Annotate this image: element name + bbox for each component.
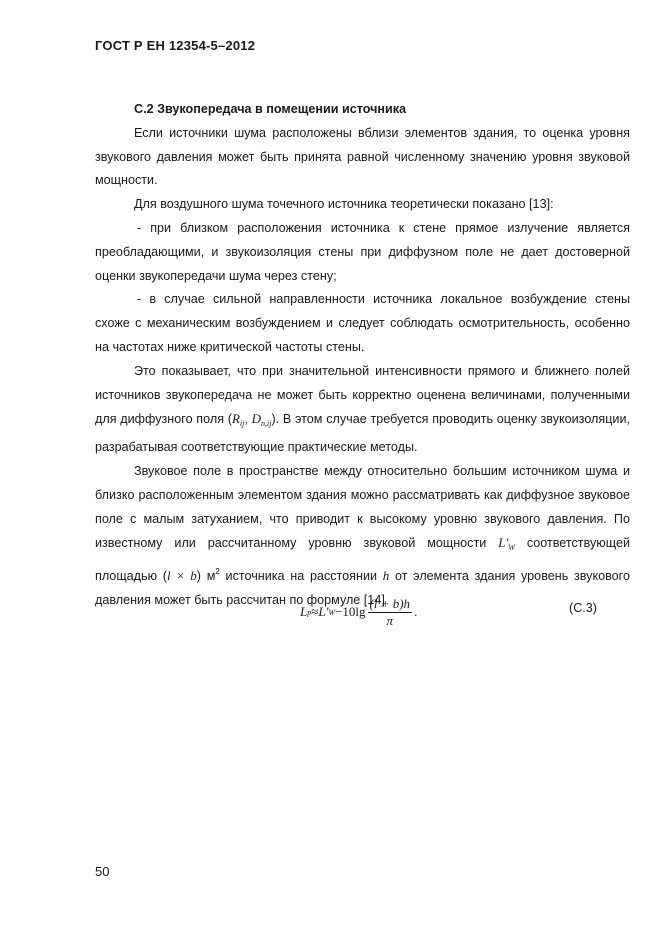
symbol-separator: ,: [244, 412, 252, 427]
formula-c3: [300, 590, 417, 634]
formula-end: .: [414, 604, 418, 619]
page-number: 50: [95, 864, 110, 879]
paragraph-4-text-e: от элемента здания уровень звукового давления может быть рассчитан по формуле [14]: [95, 569, 630, 607]
paragraph-3-text-b: ). В этом случае требуется проводить оценку звукоизоляции, разрабатывая соответствующие практические методы.: [95, 412, 630, 455]
standard-code-header: ГОСТ Р ЕН 12354-5–2012: [95, 38, 256, 53]
symbol-d: D: [251, 411, 261, 427]
formula-row: [95, 590, 630, 634]
symbol-d-subscript: n,ij: [261, 419, 272, 429]
bullet-2: - в случае сильной направленности источника локальное возбуждение стены схоже с механическим возбуждением и следует соблюдать осмотрительность, особенно на частотах ниже критической частоты стены.: [95, 292, 630, 354]
formula-term-subscript: W: [328, 607, 336, 617]
paragraph-4-text-d: источника на расстоянии: [219, 569, 383, 584]
bullet-1: - при близком расположения источника к стене прямое излучение является преобладающими, и звукоизоляция стены при диффузном поле не дает достоверной оценки звукопередачи шума через стену;: [95, 220, 630, 283]
formula-minus-log: −10lg: [335, 604, 366, 619]
paragraph-1: Если источники шума расположены вблизи элементов здания, то оценка уровня звукового давления может быть принята равной численному значению уровня звуковой мощности.: [95, 125, 630, 188]
equation-number: (С.3): [569, 601, 597, 615]
body-text: [95, 98, 630, 613]
symbol-r: R: [231, 411, 240, 427]
section-title: С.2 Звукопередача в помещении источника: [134, 102, 407, 116]
formula-term: L': [318, 604, 329, 619]
paragraph-3-text-a: Это показывает, что при значительной интенсивности прямого и ближнего полей источников звукопередача не может быть корректно оценена величинами, полученными для диффузного поля (: [95, 363, 630, 427]
symbol-lw: L': [498, 535, 509, 551]
symbol-lw-subscript: W: [508, 543, 515, 553]
formula-denominator: π: [386, 612, 394, 628]
symbol-r-subscript: ij: [239, 419, 245, 429]
paragraph-4-text-a: Звуковое поле в пространстве между относительно большим источником шума и близко расположенным элементом здания можно рассматривать как диффузное звуковое поле с малым затуханием, что приводит к высокому уровню звукового давления. По известному или рассчитанному уровню звуковой мощности: [95, 463, 630, 551]
unit-superscript: 2: [215, 567, 220, 577]
formula-approx: ≈: [311, 604, 319, 619]
paragraph-4-text-c: ) м: [196, 569, 216, 584]
formula-numerator: (l + b)h: [369, 595, 411, 611]
formula-fraction: [368, 596, 413, 629]
paragraph-2: Для воздушного шума точечного источника теоретически показано [13]:: [134, 197, 554, 212]
formula-lhs: L: [300, 604, 308, 619]
symbol-h: h: [382, 568, 390, 584]
formula-lhs-subscript: p: [307, 607, 312, 617]
symbol-area: l × b: [166, 568, 197, 584]
paragraph-3: [95, 360, 630, 460]
paragraph-4-text-b: соответствующей площадью (: [95, 536, 630, 584]
